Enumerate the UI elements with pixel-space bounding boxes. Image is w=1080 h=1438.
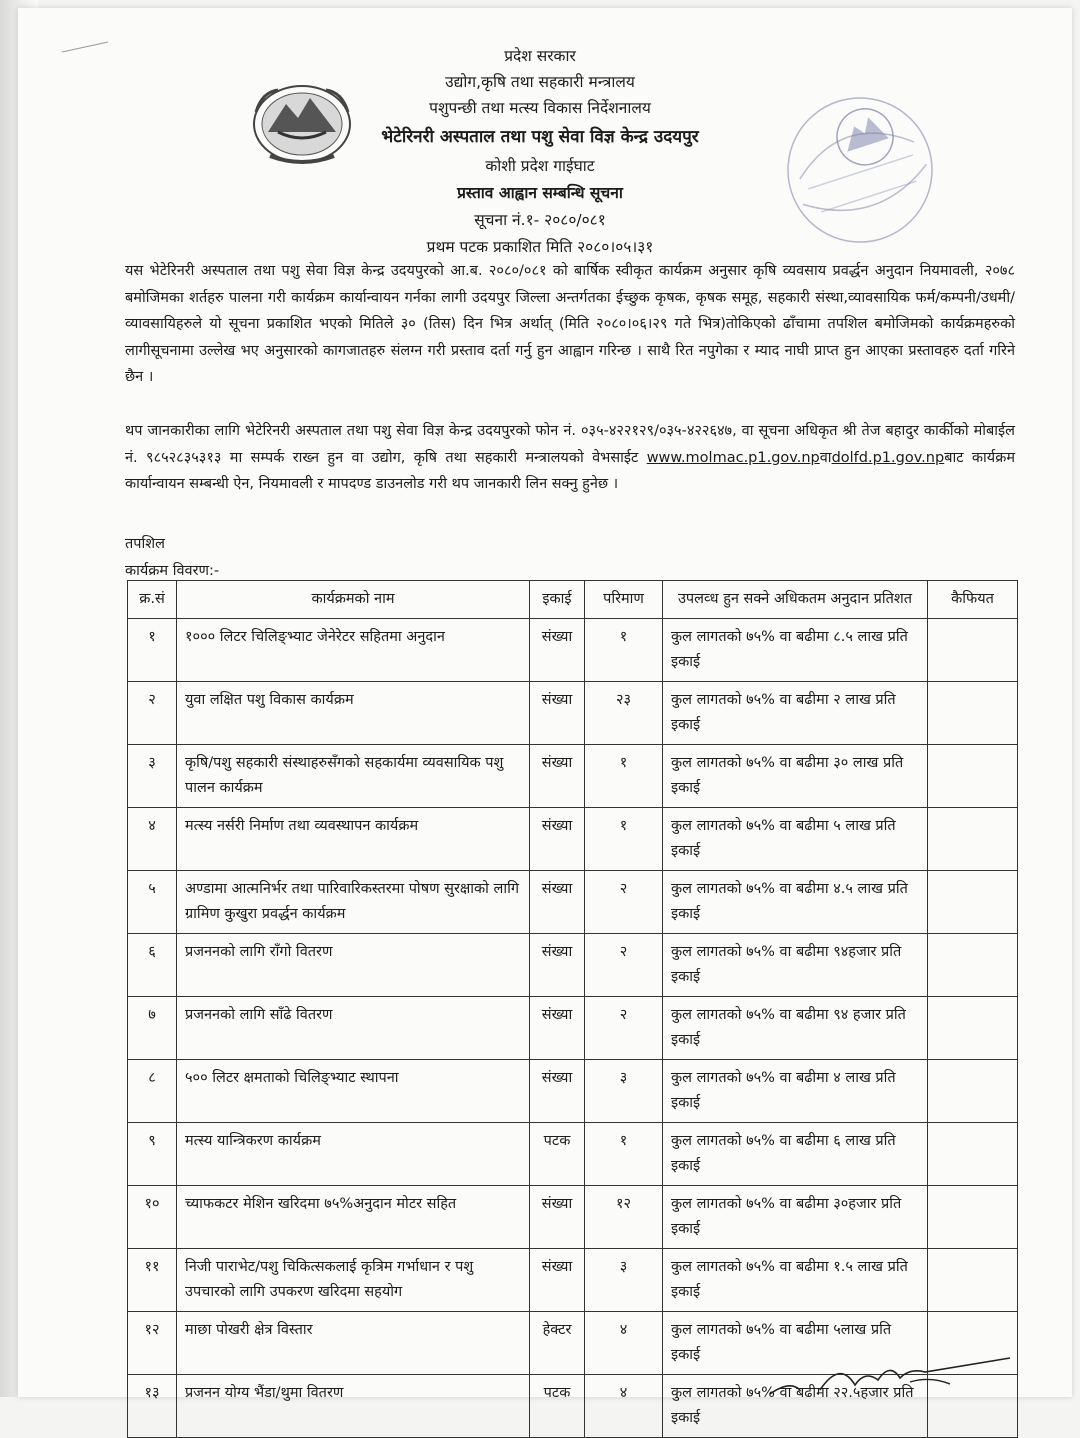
cell-remark <box>928 1123 1018 1186</box>
handwritten-signature <box>760 1350 1020 1397</box>
cell-grant: कुल लागतको ७५% वा बढीमा ९४ हजार प्रति इकाई <box>663 997 928 1060</box>
cell-sn: १२ <box>128 1312 177 1375</box>
table-row <box>128 682 1018 745</box>
cell-sn: ७ <box>128 997 177 1060</box>
cell-grant: कुल लागतको ७५% वा बढीमा ५लाख प्रति इकाई <box>663 1312 928 1375</box>
table-row <box>128 619 1018 682</box>
cell-remark <box>928 934 1018 997</box>
cell-sn: १ <box>128 619 177 682</box>
cell-unit: संख्या <box>530 997 585 1060</box>
cell-sn: ५ <box>128 871 177 934</box>
cell-program-name: मत्स्य यान्त्रिकरण कार्यक्रम <box>177 1123 530 1186</box>
cell-unit: संख्या <box>530 871 585 934</box>
col-header-quantity: परिमाण <box>585 581 663 619</box>
download-text: बाट कार्यक्रम कार्यान्वायन सम्बन्धी ऐन, नियमावली र मापदण्ड डाउनलोड गरी थप जानकारी लिन सक्नु हुनेछ । <box>125 449 1016 492</box>
cell-unit: संख्या <box>530 1186 585 1249</box>
cell-grant: कुल लागतको ७५% वा बढीमा २ लाख प्रति इकाई <box>663 682 928 745</box>
table-row <box>128 745 1018 808</box>
header-directorate: पशुपन्छी तथा मत्स्य विकास निर्देशनालय <box>429 99 651 117</box>
table-row <box>128 934 1018 997</box>
cell-remark <box>928 682 1018 745</box>
cell-quantity: ३ <box>585 1060 663 1123</box>
cell-program-name: १००० लिटर चिलिङ्भ्याट जेनेरेटर सहितमा अनुदान <box>177 619 530 682</box>
program-table <box>127 580 1018 1438</box>
cell-program-name: माछा पोखरी क्षेत्र विस्तार <box>177 1312 530 1375</box>
cell-grant: कुल लागतको ७५% वा बढीमा ३०हजार प्रति इकाई <box>663 1186 928 1249</box>
cell-sn: ९ <box>128 1123 177 1186</box>
notice-number: सूचना नं.१- २०८०/०८१ <box>474 211 606 229</box>
col-header-sn: क्र.सं <box>128 581 177 619</box>
program-detail-label: कार्यक्रम विवरण:- <box>125 563 220 579</box>
cell-quantity: २३ <box>585 682 663 745</box>
contact-text: थप जानकारीका लागि भेटेरिनरी अस्पताल तथा पशु सेवा विज्ञ केन्द्र उदयपुरको फोन नं. ०३५-४२२१२९/०३५-४२२६४७, वा सूचना अधिकृत श्री तेज बहादुर कार्कीको मोबाईल नं. ९८५२८३५३१३ मा सम्पर्क राख्न हुन वा उद्योग, कृषि तथा सहकारी मन्त्रालयको वेभसाईट <box>125 423 1015 466</box>
cell-remark <box>928 808 1018 871</box>
table-body <box>128 619 1018 1438</box>
cell-program-name: मत्स्य नर्सरी निर्माण तथा व्यवस्थापन कार्यक्रम <box>177 808 530 871</box>
table-row <box>128 1186 1018 1249</box>
cell-unit: पटक <box>530 1375 585 1438</box>
cell-quantity: २ <box>585 934 663 997</box>
cell-remark <box>928 619 1018 682</box>
cell-remark <box>928 1249 1018 1312</box>
cell-grant: कुल लागतको ७५% वा बढीमा ९४हजार प्रति इकाई <box>663 934 928 997</box>
cell-remark <box>928 745 1018 808</box>
table-row <box>128 1249 1018 1312</box>
cell-unit: संख्या <box>530 934 585 997</box>
notice-title: प्रस्ताव आह्वान सम्बन्धि सूचना <box>457 184 623 202</box>
table-header-row <box>128 581 1018 619</box>
cell-sn: ४ <box>128 808 177 871</box>
cell-grant: कुल लागतको ७५% वा बढीमा २२.५हजार प्रति इकाई <box>663 1375 928 1438</box>
cell-program-name: निजी पाराभेट/पशु चिकित्सकलाई कृत्रिम गर्भाधान र पशु उपचारको लागि उपकरण खरिदमा सहयोग <box>177 1249 530 1312</box>
website-link-molmac[interactable]: www.molmac.p1.gov.np <box>646 449 820 466</box>
table-row <box>128 1123 1018 1186</box>
cell-quantity: १२ <box>585 1186 663 1249</box>
cell-remark <box>928 997 1018 1060</box>
cell-unit: संख्या <box>530 682 585 745</box>
notice-paragraph-main: यस भेटेरिनरी अस्पताल तथा पशु सेवा विज्ञ केन्द्र उदयपुरको आ.ब. २०८०/०८१ को बार्षिक स्वीकृत कार्यक्रम अनुसार कृषि व्यवसाय प्रवर्द्धन अनुदान नियमावली, २०७८ बमोजिमका शर्तहरु पालना गरी कार्यक्रम कार्यान्वायन गर्नका लागी उदयपुर जिल्ला अन्तर्गतका ईच्छुक कृषक, कृषक समूह, सहकारी संस्था,व्यावसायिक फर्म/कम्पनी/उधमी/व्यावसायिहरुले यो सूचना प्रकाशित भएको मितिले ३० (तिस) दिन भित्र अर्थात् (मिति २०८०।०६।२९ गते भित्र)तोकिएको ढाँचामा तपशिल बमोजिमको कार्यक्रमहरुको लागीसूचनामा उल्लेख भए अनुसारको कागजातहरु संलग्न गरी प्रस्ताव दर्ता गर्नु हुन आह्वान गरिन्छ । साथै रित नपुगेका र म्याद नाघी प्राप्त हुन आएका प्रस्तावहरु दर्ता गरिने छैन । <box>125 263 1015 385</box>
cell-quantity: २ <box>585 997 663 1060</box>
cell-unit: हेक्टर <box>530 1312 585 1375</box>
cell-quantity: १ <box>585 745 663 808</box>
cell-quantity: १ <box>585 619 663 682</box>
table-row <box>128 808 1018 871</box>
col-header-unit: इकाई <box>530 581 585 619</box>
cell-grant: कुल लागतको ७५% वा बढीमा १.५ लाख प्रति इकाई <box>663 1249 928 1312</box>
cell-sn: ६ <box>128 934 177 997</box>
col-header-remark: कैफियत <box>928 581 1018 619</box>
cell-sn: १३ <box>128 1375 177 1438</box>
cell-program-name: प्रजननको लागि साँढे वितरण <box>177 997 530 1060</box>
cell-quantity: १ <box>585 808 663 871</box>
cell-quantity: १ <box>585 1123 663 1186</box>
website-link-dolfd[interactable]: dolfd.p1.gov.np <box>831 449 945 466</box>
cell-unit: संख्या <box>530 745 585 808</box>
cell-grant: कुल लागतको ७५% वा बढीमा ८.५ लाख प्रति इकाई <box>663 619 928 682</box>
cell-grant: कुल लागतको ७५% वा बढीमा ६ लाख प्रति इकाई <box>663 1123 928 1186</box>
cell-remark <box>928 1186 1018 1249</box>
table-row <box>128 1060 1018 1123</box>
cell-sn: ३ <box>128 745 177 808</box>
cell-unit: पटक <box>530 1123 585 1186</box>
cell-sn: ८ <box>128 1060 177 1123</box>
link-separator: वा <box>819 449 832 466</box>
table-row <box>128 997 1018 1060</box>
cell-grant: कुल लागतको ७५% वा बढीमा ५ लाख प्रति इकाई <box>663 808 928 871</box>
cell-program-name: कृषि/पशु सहकारी संस्थाहरुसँगको सहकार्यमा व्यवसायिक पशु पालन कार्यक्रम <box>177 745 530 808</box>
cell-grant: कुल लागतको ७५% वा बढीमा ३० लाख प्रति इकाई <box>663 745 928 808</box>
cell-quantity: ४ <box>585 1375 663 1438</box>
cell-program-name: च्याफकटर मेशिन खरिदमा ७५%अनुदान मोटर सहित <box>177 1186 530 1249</box>
cell-unit: संख्या <box>530 1249 585 1312</box>
cell-sn: ११ <box>128 1249 177 1312</box>
header-ministry: उद्योग,कृषि तथा सहकारी मन्त्रालय <box>445 73 635 91</box>
notice-paragraph-contact <box>125 418 1015 498</box>
cell-program-name: प्रजनन योग्य भैंडा/थुमा वितरण <box>177 1375 530 1438</box>
office-stamp <box>770 90 950 250</box>
publish-date: प्रथम पटक प्रकाशित मिति २०८०।०५।३१ <box>426 238 654 256</box>
cell-quantity: ४ <box>585 1312 663 1375</box>
cell-unit: संख्या <box>530 808 585 871</box>
cell-unit: संख्या <box>530 1060 585 1123</box>
col-header-program-name: कार्यक्रमको नाम <box>177 581 530 619</box>
header-province: प्रदेश सरकार <box>504 47 576 65</box>
col-header-grant: उपलव्ध हुन सक्ने अधिकतम अनुदान प्रतिशत <box>663 581 928 619</box>
cell-remark <box>928 1060 1018 1123</box>
cell-program-name: ५०० लिटर क्षमताको चिलिङ्भ्याट स्थापना <box>177 1060 530 1123</box>
tapshil-label: तपशिल <box>125 536 165 552</box>
cell-grant: कुल लागतको ७५% वा बढीमा ४ लाख प्रति इकाई <box>663 1060 928 1123</box>
cell-sn: २ <box>128 682 177 745</box>
cell-quantity: ३ <box>585 1249 663 1312</box>
cell-unit: संख्या <box>530 619 585 682</box>
header-address: कोशी प्रदेश गाईघाट <box>485 157 595 175</box>
header-office: भेटेरिनरी अस्पताल तथा पशु सेवा विज्ञ केन्द्र उदयपुर <box>381 127 699 147</box>
table-row <box>128 871 1018 934</box>
cell-program-name: प्रजननको लागि राँगो वितरण <box>177 934 530 997</box>
cell-program-name: अण्डामा आत्मनिर्भर तथा पारिवारिकस्तरमा पोषण सुरक्षाको लागि ग्रामिण कुखुरा प्रवर्द्धन कार्यक्रम <box>177 871 530 934</box>
cell-program-name: युवा लक्षित पशु विकास कार्यक्रम <box>177 682 530 745</box>
cell-quantity: २ <box>585 871 663 934</box>
cell-remark <box>928 871 1018 934</box>
cell-sn: १० <box>128 1186 177 1249</box>
cell-grant: कुल लागतको ७५% वा बढीमा ४.५ लाख प्रति इकाई <box>663 871 928 934</box>
